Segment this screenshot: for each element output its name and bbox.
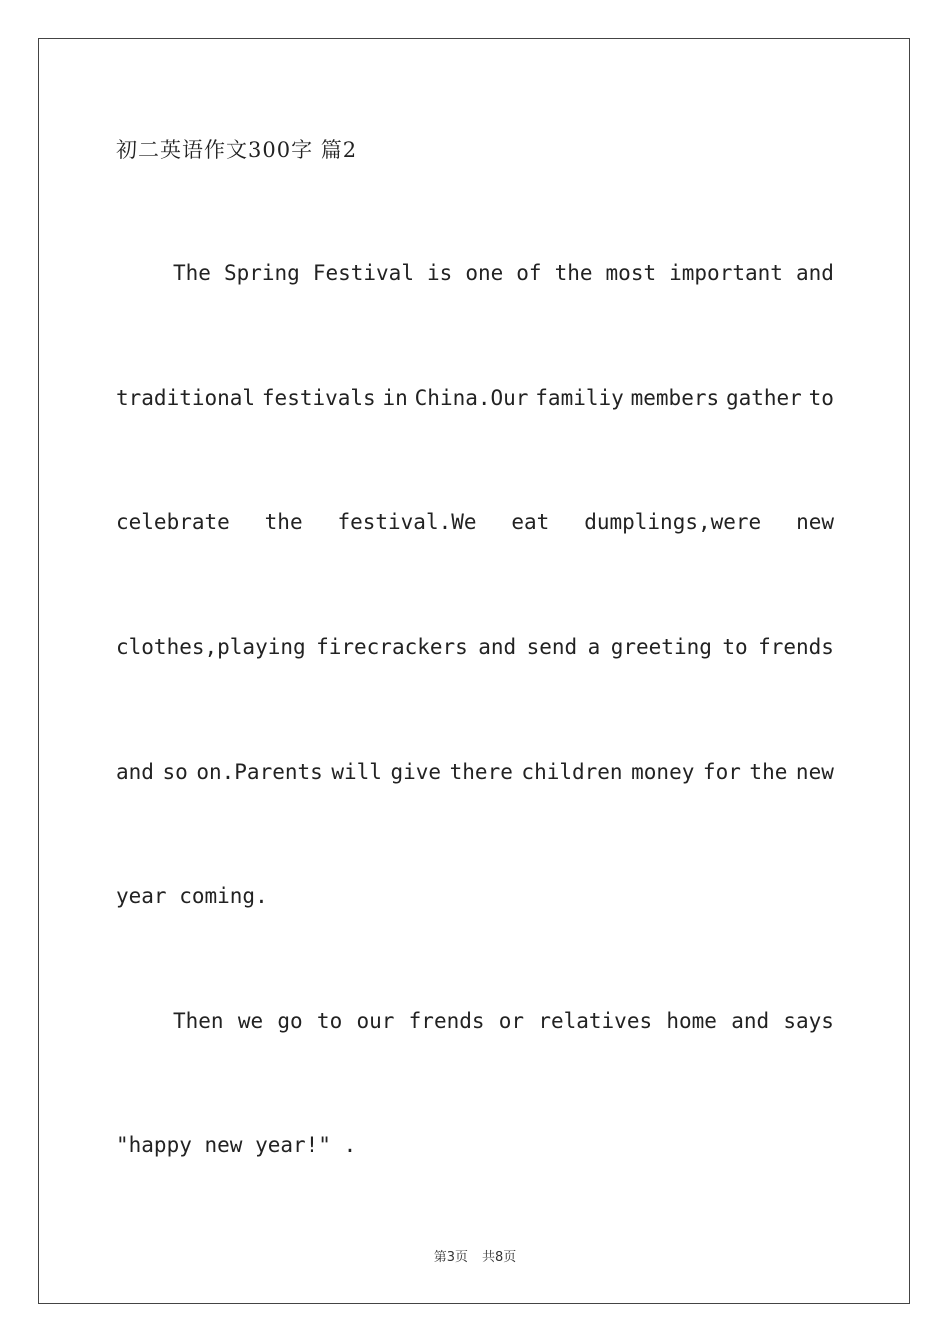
word: home	[666, 1009, 717, 1033]
word: will	[331, 760, 382, 784]
word: frends	[758, 635, 834, 659]
word: we	[237, 1009, 264, 1033]
word: for	[702, 760, 741, 784]
word: festivals	[261, 386, 376, 410]
word: says	[783, 1009, 834, 1033]
paragraph-line	[116, 507, 834, 537]
word: festival.We	[337, 510, 477, 534]
word: there	[449, 760, 513, 784]
word: new	[796, 510, 834, 534]
paragraph-line	[116, 757, 834, 787]
word: frends	[408, 1009, 485, 1033]
word: is	[427, 261, 453, 285]
word: or	[498, 1009, 525, 1033]
word: Then	[173, 1009, 224, 1033]
word: a	[587, 635, 601, 659]
word: and	[116, 760, 154, 784]
word: new	[795, 760, 834, 784]
word: Spring	[223, 261, 300, 285]
word: greeting	[610, 635, 712, 659]
word: traditional	[116, 386, 256, 410]
word: send	[526, 635, 578, 659]
word: the	[264, 510, 303, 534]
word: one	[465, 261, 504, 285]
word: important	[669, 261, 783, 285]
word: firecrackers	[316, 635, 468, 659]
word: give	[390, 760, 442, 784]
word: of	[516, 261, 542, 285]
paragraph-line: year coming.	[116, 884, 268, 908]
word: celebrate	[116, 510, 230, 534]
word: go	[277, 1009, 303, 1033]
word: gather	[725, 386, 802, 410]
word: members	[630, 386, 720, 410]
page-footer	[0, 1246, 950, 1265]
word: relatives	[538, 1009, 653, 1033]
word: China.Our	[414, 386, 529, 410]
page-total: 共8页	[482, 1250, 517, 1265]
word: Festival	[312, 261, 414, 285]
word: to	[316, 1009, 343, 1033]
word: and	[478, 635, 517, 659]
word: to	[722, 635, 748, 659]
word: so	[162, 760, 188, 784]
word: on.Parents	[196, 760, 323, 784]
word: familiy	[535, 386, 624, 410]
word: children	[521, 760, 623, 784]
word: The	[173, 261, 211, 285]
page-number: 第3页	[433, 1250, 468, 1265]
word: and	[795, 261, 834, 285]
word: dumplings,were	[584, 510, 762, 534]
paragraph-line	[173, 1006, 834, 1036]
essay-heading: 初二英语作文300字 篇2	[116, 138, 358, 162]
paragraph-line: "happy new year!" .	[116, 1133, 357, 1157]
paragraph-line	[173, 258, 834, 288]
word: eat	[511, 510, 550, 534]
word: most	[605, 261, 657, 285]
word: to	[808, 386, 834, 410]
word: the	[749, 760, 788, 784]
word: clothes,playing	[116, 635, 306, 659]
paragraph-line	[116, 383, 834, 413]
paragraph-line	[116, 632, 834, 662]
word: money	[631, 760, 695, 784]
word: in	[382, 386, 408, 410]
page-border	[38, 38, 910, 1304]
word: our	[356, 1009, 395, 1033]
word: and	[731, 1009, 770, 1033]
word: the	[554, 261, 593, 285]
